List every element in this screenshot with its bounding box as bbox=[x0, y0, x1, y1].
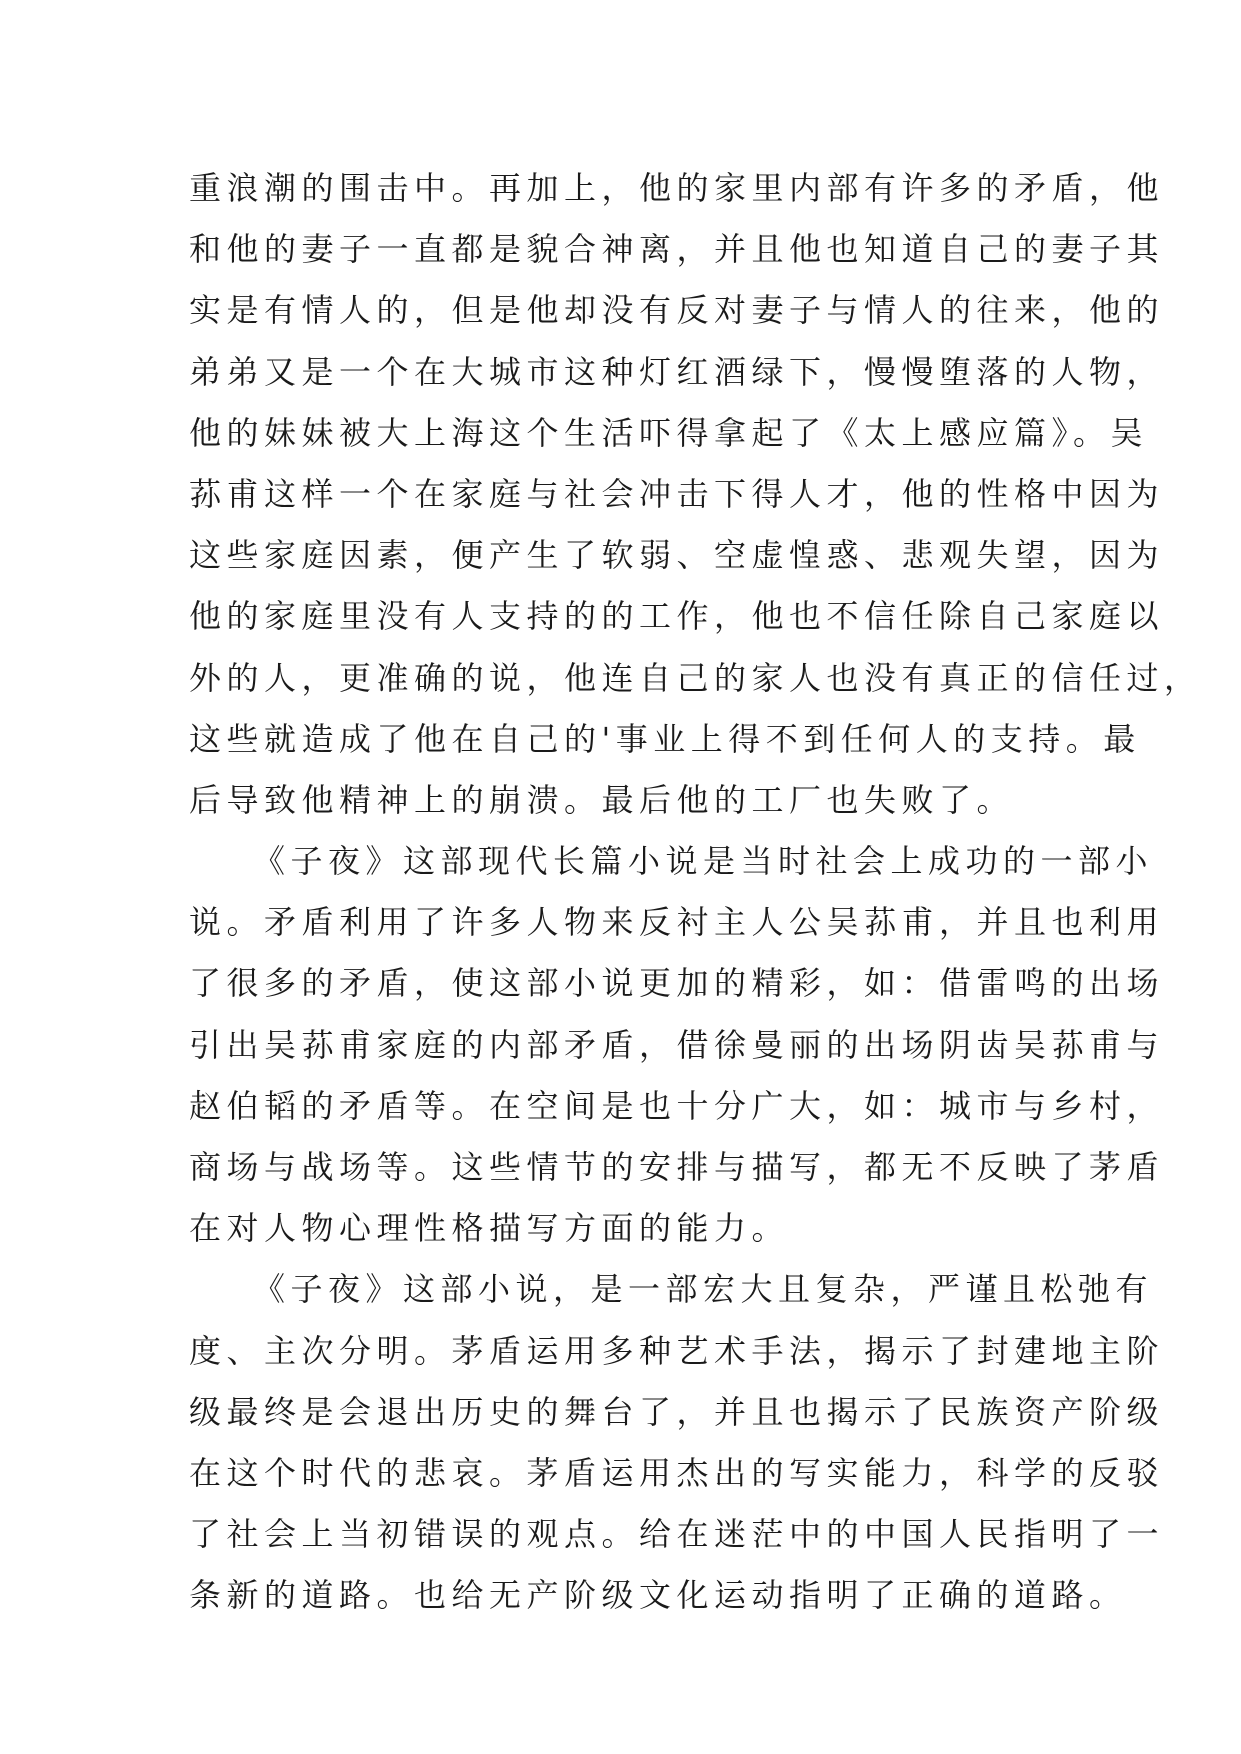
paragraph-1 bbox=[189, 158, 1202, 831]
body-text bbox=[189, 158, 1202, 1627]
paragraph-2 bbox=[189, 831, 1165, 1259]
text-line: 了很多的矛盾，使这部小说更加的精彩，如：借雷鸣的出场 bbox=[189, 964, 1165, 1003]
text-line: 荪甫这样一个在家庭与社会冲击下得人才，他的性格中因为 bbox=[189, 474, 1165, 513]
text-line: 级最终是会退出历史的舞台了，并且也揭示了民族资产阶级 bbox=[189, 1392, 1165, 1431]
text-line: 商场与战场等。这些情节的安排与描写，都无不反映了茅盾 bbox=[189, 1148, 1165, 1186]
text-line: 赵伯韬的矛盾等。在空间是也十分广大，如：城市与乡村， bbox=[189, 1086, 1165, 1125]
text-line: 在这个时代的悲哀。茅盾运用杰出的写实能力，科学的反驳 bbox=[189, 1453, 1165, 1492]
text-line: 这些家庭因素，便产生了软弱、空虚惶惑、悲观失望，因为 bbox=[189, 536, 1165, 575]
text-line: 和他的妻子一直都是貌合神离，并且他也知道自己的妻子其 bbox=[189, 230, 1165, 269]
text-line: 弟弟又是一个在大城市这种灯红酒绿下，慢慢堕落的人物， bbox=[189, 352, 1165, 391]
text-line: 他的妹妹被大上海这个生活吓得拿起了《太上感应篇》。吴 bbox=[189, 413, 1149, 452]
text-line: 了社会上当初错误的观点。给在迷茫中的中国人民指明了一 bbox=[189, 1515, 1165, 1554]
text-line: 实是有情人的，但是他却没有反对妻子与情人的往来，他的 bbox=[189, 291, 1165, 330]
text-line: 《子夜》这部小说，是一部宏大且复杂，严谨且松弛有 bbox=[253, 1270, 1154, 1309]
text-line: 引出吴荪甫家庭的内部矛盾，借徐曼丽的出场阴齿吴荪甫与 bbox=[189, 1025, 1165, 1064]
text-line: 后导致他精神上的崩溃。最后他的工厂也失败了。 bbox=[189, 780, 1015, 819]
text-line: 重浪潮的围击中。再加上，他的家里内部有许多的矛盾，他 bbox=[189, 169, 1165, 207]
text-line: 度、主次分明。茅盾运用多种艺术手法，揭示了封建地主阶 bbox=[189, 1331, 1165, 1370]
paragraph-3 bbox=[189, 1259, 1165, 1626]
text-line: 说。矛盾利用了许多人物来反衬主人公吴荪甫，并且也利用 bbox=[189, 903, 1165, 942]
text-line: 条新的道路。也给无产阶级文化运动指明了正确的道路。 bbox=[189, 1576, 1127, 1615]
text-line: 外的人，更准确的说，他连自己的家人也没有真正的信任过， bbox=[189, 658, 1202, 697]
text-line: 《子夜》这部现代长篇小说是当时社会上成功的一部小 bbox=[253, 842, 1154, 881]
text-line: 在对人物心理性格描写方面的能力。 bbox=[189, 1209, 790, 1248]
text-line: 他的家庭里没有人支持的的工作，他也不信任除自己家庭以 bbox=[189, 597, 1165, 636]
text-line: 这些就造成了他在自己的'事业上得不到任何人的支持。最 bbox=[189, 719, 1141, 758]
